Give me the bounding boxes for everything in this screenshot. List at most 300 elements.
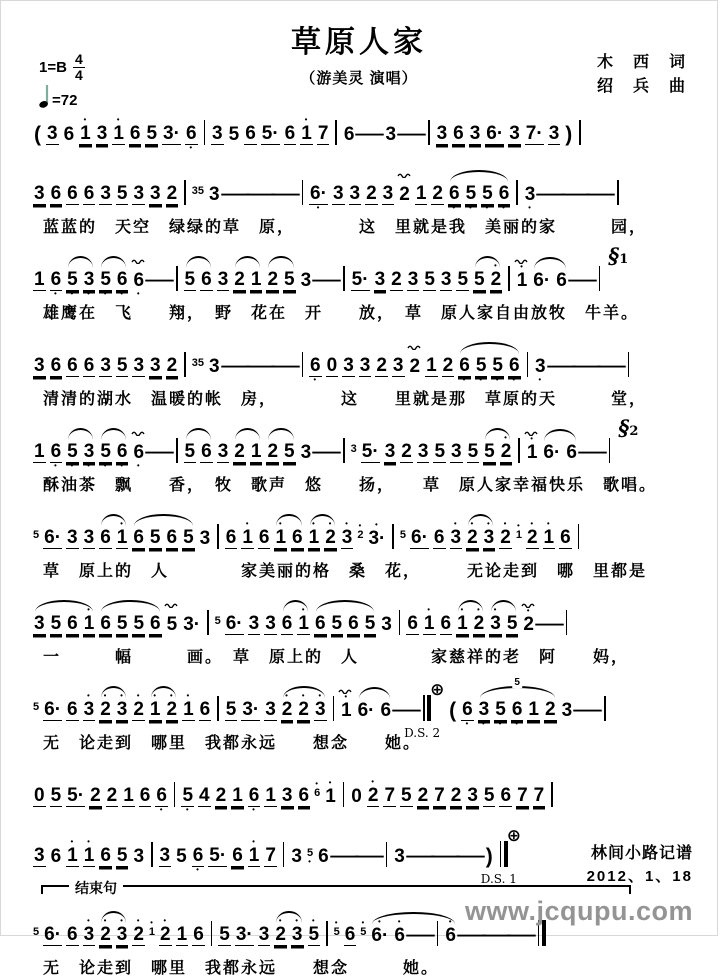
note-digit: 3 — [490, 613, 501, 634]
note-token — [456, 607, 469, 641]
note-digit: 6 — [511, 699, 523, 720]
note-digit: 2 — [281, 699, 293, 720]
note-token — [274, 521, 287, 555]
note-token — [478, 693, 491, 727]
octave-dot-below — [335, 635, 338, 641]
octave-dot-below — [493, 145, 496, 151]
note-token — [200, 435, 213, 469]
octave-dot-below: • — [538, 375, 543, 384]
note-token — [132, 521, 145, 555]
note-token — [508, 117, 521, 151]
note-token — [235, 918, 254, 952]
note-token — [116, 607, 129, 641]
note-digit: 3· — [242, 699, 260, 720]
slur-group — [264, 263, 297, 297]
note-token — [245, 350, 275, 383]
octave-dot-above: • — [120, 916, 124, 925]
barline — [604, 696, 606, 721]
octave-dot-above: • — [453, 519, 458, 528]
octave-dot-above: • — [301, 691, 306, 700]
octave-dot-below — [461, 291, 464, 297]
barline — [392, 524, 394, 549]
note-token — [415, 177, 428, 211]
barline — [174, 782, 176, 807]
note-token — [245, 178, 275, 211]
octave-dot-below — [372, 807, 375, 813]
note-token — [264, 839, 277, 873]
octave-dot-below — [170, 635, 173, 641]
note-digit: 5 — [424, 269, 435, 290]
note-digit: — — [397, 124, 426, 145]
note-digit: 3 — [34, 355, 45, 376]
song-title: 草原人家 — [291, 26, 427, 59]
octave-dot-below — [87, 549, 90, 555]
octave-dot-below: • — [189, 143, 194, 152]
octave-dot-below — [411, 291, 414, 297]
note-token — [225, 521, 238, 555]
note-digit: 2 — [267, 441, 279, 462]
octave-dot-above: • — [83, 115, 88, 124]
note-token — [248, 779, 261, 813]
note-digit: 3 — [349, 183, 361, 204]
note-token — [481, 177, 494, 211]
note-digit: 6 — [440, 613, 452, 634]
octave-dot-below: • — [528, 203, 532, 212]
note-digit: 2 — [133, 924, 144, 945]
barline — [151, 842, 153, 867]
note-token — [342, 349, 355, 383]
note-token — [66, 263, 79, 297]
note-digit: 2 — [500, 441, 512, 462]
note-token — [132, 607, 145, 641]
note-token — [231, 839, 244, 873]
note-digit: 3· — [235, 924, 253, 945]
octave-dot-above: • — [520, 262, 524, 271]
note-token — [50, 779, 63, 813]
barline — [551, 782, 553, 807]
note-token — [433, 521, 446, 555]
note-digit: 3 — [314, 699, 326, 720]
note-token — [66, 177, 79, 211]
octave-dot-above: • — [103, 916, 108, 925]
note-token — [217, 435, 230, 469]
octave-dot-below — [67, 145, 70, 151]
octave-dot-below — [233, 635, 236, 641]
octave-dot-below: • — [70, 289, 75, 298]
octave-dot-below — [564, 549, 567, 555]
note-token — [308, 521, 321, 555]
note-digit: 1 — [248, 845, 260, 866]
octave-dot-below — [196, 197, 199, 203]
note-digit: 6 — [453, 123, 464, 144]
note-token — [83, 693, 96, 727]
octave-dot-below — [269, 867, 272, 873]
octave-dot-above: • — [328, 778, 333, 787]
note-digit: 6 — [133, 270, 145, 291]
octave-dot-below — [269, 635, 272, 641]
note-digit: 3 — [450, 527, 462, 548]
octave-dot-below — [471, 463, 474, 469]
note-digit: 2 — [275, 924, 286, 945]
note-token — [66, 521, 79, 555]
octave-dot-below — [574, 205, 577, 211]
note-digit: 5 — [482, 183, 493, 204]
octave-dot-below — [117, 145, 120, 151]
octave-dot-below — [54, 867, 57, 873]
note-digit: 3 — [300, 442, 312, 463]
barline — [184, 180, 186, 205]
octave-dot-below — [187, 549, 190, 555]
octave-dot-below — [549, 205, 552, 211]
grace-note — [32, 523, 40, 547]
note-digit: 5 — [176, 846, 187, 867]
octave-dot-above: • — [86, 916, 91, 925]
note-digit: 5 — [184, 269, 196, 290]
lyrics-line: 无 论走到 哪里 我都永远 想念 她。 — [43, 960, 440, 977]
barline — [566, 610, 568, 635]
octave-dot-below — [38, 291, 41, 297]
note-digit: 2 — [133, 699, 144, 720]
note-digit: 2 — [325, 527, 336, 548]
octave-dot-below — [221, 463, 224, 469]
slur-group — [446, 177, 512, 211]
octave-dot-below — [216, 145, 219, 151]
note-token — [43, 693, 62, 727]
octave-dot-below — [451, 721, 454, 727]
octave-dot-below — [154, 635, 157, 641]
note-token — [500, 435, 513, 469]
octave-dot-below — [419, 946, 422, 952]
octave-dot-below — [599, 205, 602, 211]
note-digit: 1 — [83, 613, 95, 634]
note-digit: 0 — [34, 785, 45, 806]
note-token — [132, 918, 145, 952]
octave-dot-below — [255, 463, 258, 469]
note-token — [106, 779, 119, 813]
note-token — [431, 177, 444, 211]
octave-dot-below — [283, 205, 286, 211]
note-token — [199, 693, 212, 727]
music-system-chorus-line-1 — [31, 498, 691, 581]
note-token — [96, 117, 109, 151]
note-digit: 3 — [217, 269, 229, 290]
octave-dot-below — [330, 377, 333, 383]
grace-note — [32, 920, 40, 944]
note-digit: 6 — [150, 613, 161, 634]
note-token — [578, 436, 607, 469]
note-digit: 2 — [234, 441, 245, 462]
slur-group — [476, 677, 559, 728]
note-token — [182, 608, 201, 641]
note-digit: ( — [34, 123, 41, 146]
octave-dot-below: • — [53, 461, 58, 470]
note-digit: — — [546, 356, 576, 377]
octave-dot-above: • — [311, 916, 316, 925]
note-token — [283, 435, 296, 469]
slur-group — [279, 607, 312, 641]
octave-dot-below: • — [316, 203, 321, 212]
note-digit: 3 — [524, 184, 536, 205]
note-digit: — — [145, 270, 174, 291]
note-digit: 3 — [436, 123, 448, 144]
octave-dot-above: • — [70, 837, 75, 846]
note-token — [264, 693, 277, 727]
octave-dot-below — [378, 946, 381, 952]
octave-dot-above: • — [186, 691, 191, 700]
note-digit: 6 — [193, 924, 204, 945]
barline — [176, 438, 178, 463]
octave-dot-above: • — [361, 918, 366, 927]
slur-group — [97, 693, 130, 727]
note-token — [225, 693, 238, 727]
note-token — [166, 177, 179, 211]
note-digit: 3 — [150, 355, 161, 376]
octave-dot-below — [158, 291, 161, 297]
barline — [578, 524, 580, 549]
octave-dot-below — [430, 377, 433, 383]
note-digit: 6 — [292, 527, 303, 548]
octave-dot-below — [121, 205, 124, 211]
note-digit: — — [507, 925, 536, 946]
octave-dot-above: • — [493, 605, 498, 614]
note-token — [33, 839, 46, 873]
slur-group — [464, 521, 497, 555]
note-token — [535, 608, 564, 641]
note-token — [312, 264, 341, 297]
octave-dot-below — [478, 291, 481, 297]
octave-dot-above: • — [427, 605, 432, 614]
barline — [609, 438, 611, 463]
note-token — [390, 263, 403, 297]
note-token — [182, 521, 195, 555]
note-token — [132, 693, 145, 727]
note-token — [312, 436, 341, 469]
slur-group — [97, 521, 130, 555]
octave-dot-below — [348, 946, 351, 952]
note-digit: 3· — [368, 528, 386, 549]
note-digit: 2 — [100, 924, 111, 945]
note-token — [248, 839, 261, 873]
note-digit: — — [406, 846, 435, 867]
octave-dot-below — [449, 946, 452, 952]
note-token — [452, 117, 465, 151]
grace-note — [306, 841, 314, 865]
note-digit: 6· — [486, 123, 504, 144]
note-digit: — — [535, 614, 564, 635]
octave-dot-below — [504, 549, 507, 555]
note-token — [46, 117, 59, 151]
note-digit: 2 — [544, 699, 556, 720]
note-token — [231, 779, 244, 813]
note-token — [397, 118, 426, 151]
note-token — [324, 780, 337, 813]
octave-dot-below — [164, 946, 167, 952]
grace-note — [350, 437, 358, 461]
octave-dot-below — [405, 463, 408, 469]
note-digit: 6 — [139, 785, 151, 806]
note-digit: 5 — [100, 269, 111, 290]
octave-dot-below — [38, 807, 41, 813]
octave-dot-below — [353, 205, 356, 211]
octave-dot-below — [305, 145, 308, 151]
grace-note — [214, 609, 222, 633]
octave-dot-below — [34, 541, 37, 547]
note-digit: 6 — [156, 785, 167, 806]
octave-dot-below: • — [103, 461, 108, 470]
octave-dot-above: • — [86, 691, 91, 700]
note-token — [33, 435, 46, 469]
octave-dot-below — [134, 145, 137, 151]
notation-line — [31, 584, 691, 641]
note-digit: 3 — [265, 613, 276, 634]
note-digit: 3 — [561, 700, 573, 721]
note-digit: 1 — [526, 442, 538, 463]
octave-dot-below — [398, 867, 401, 873]
octave-dot-below — [223, 946, 226, 952]
octave-dot-above: • — [460, 605, 465, 614]
note-token — [281, 607, 294, 641]
octave-dot-above: • — [470, 519, 475, 528]
octave-dot-below: • — [495, 375, 500, 384]
note-digit: 3· — [183, 614, 201, 635]
note-digit: 2 — [500, 527, 511, 548]
coda-mark — [404, 680, 446, 740]
note-digit: 5 — [184, 441, 196, 462]
octave-dot-below — [302, 721, 305, 727]
note-digit: 6 — [133, 442, 145, 463]
note-digit: 5 — [149, 527, 161, 548]
composer-credit: 绍 兵 曲 — [596, 78, 687, 95]
grace-note — [191, 351, 205, 375]
note-token — [340, 694, 353, 727]
note-digit: 6 — [394, 925, 405, 946]
octave-dot-above: • — [295, 916, 300, 925]
barline — [333, 696, 335, 721]
note-token — [533, 779, 546, 813]
octave-dot-below: • — [185, 805, 190, 814]
octave-dot-above: • — [503, 519, 508, 528]
barline — [579, 120, 581, 145]
note-token — [332, 177, 345, 211]
note-digit: 3 — [300, 270, 312, 291]
notation-line — [31, 326, 691, 383]
octave-dot-below — [203, 721, 206, 727]
note-token — [499, 779, 512, 813]
octave-dot-below — [249, 145, 252, 151]
grace-note — [191, 179, 205, 203]
octave-dot-below — [527, 635, 530, 641]
octave-dot-below — [368, 145, 371, 151]
note-digit: 2 — [409, 356, 421, 377]
note-token — [66, 779, 85, 813]
octave-dot-below — [137, 635, 140, 641]
note-digit: 2 — [523, 614, 534, 635]
octave-dot-below: • — [70, 461, 75, 470]
octave-dot-below: • — [53, 289, 58, 298]
octave-dot-below — [170, 205, 173, 211]
note-token — [211, 117, 224, 151]
octave-dot-below — [258, 377, 261, 383]
octave-dot-above: • — [87, 837, 91, 846]
note-digit: 1 — [113, 123, 124, 144]
note-token — [355, 118, 385, 151]
octave-dot-below — [36, 145, 39, 151]
octave-dot-below — [279, 946, 282, 952]
octave-dot-below — [368, 635, 371, 641]
note-digit: 3 — [83, 924, 95, 945]
note-digit: — — [354, 846, 384, 867]
note-token — [132, 177, 145, 211]
octave-dot-below — [549, 721, 552, 727]
note-digit: 6· — [357, 700, 375, 721]
slur-group — [130, 521, 196, 555]
note-token — [409, 350, 422, 383]
note-token — [536, 178, 566, 211]
octave-dot-below — [236, 867, 239, 873]
octave-dot-below — [540, 291, 543, 297]
slur-group — [306, 521, 339, 555]
note-digit: — — [456, 846, 485, 867]
barline — [326, 921, 328, 946]
octave-dot-below — [363, 377, 366, 383]
note-digit: 3 — [359, 355, 371, 376]
octave-dot-below — [413, 377, 416, 383]
octave-dot-below: • — [159, 805, 164, 814]
note-token — [217, 263, 230, 297]
octave-dot-below — [74, 807, 77, 813]
note-digit: — — [312, 442, 341, 463]
note-token — [448, 177, 461, 211]
octave-dot-below — [252, 867, 255, 873]
octave-dot-above: • — [136, 691, 141, 700]
octave-dot-below — [438, 807, 441, 813]
note-token — [431, 840, 460, 873]
note-digit: 5 — [492, 355, 503, 376]
note-digit: 3 — [392, 355, 404, 376]
octave-dot-below — [428, 635, 431, 641]
octave-dot-below — [388, 463, 391, 469]
note-digit: — — [220, 184, 250, 205]
note-token — [331, 607, 344, 641]
note-token — [145, 436, 174, 469]
octave-dot-below — [104, 635, 107, 641]
note-token — [182, 693, 195, 727]
note-digit: 3 — [440, 269, 452, 290]
note-token — [297, 607, 310, 641]
octave-dot-above: • — [103, 691, 108, 700]
octave-dot-below — [369, 463, 372, 469]
note-digit: 1 — [67, 845, 78, 866]
note-token — [181, 779, 194, 813]
note-digit: 6 — [133, 527, 144, 548]
note-token — [50, 840, 63, 873]
note-token — [564, 118, 573, 151]
note-digit: 1 — [232, 785, 243, 806]
note-token — [166, 349, 179, 383]
octave-dot-above: • — [358, 521, 363, 530]
note-token — [99, 693, 112, 727]
note-token — [290, 840, 303, 873]
octave-dot-below — [34, 938, 37, 944]
octave-dot-above: • — [153, 691, 158, 700]
note-token — [380, 608, 393, 641]
note-digit: 6· — [44, 924, 62, 945]
note-digit: 6 — [566, 442, 577, 463]
slur-group — [97, 435, 130, 469]
octave-dot-above: • — [377, 917, 382, 926]
note-digit: 5 — [308, 924, 320, 945]
note-digit: 2 — [450, 785, 462, 806]
